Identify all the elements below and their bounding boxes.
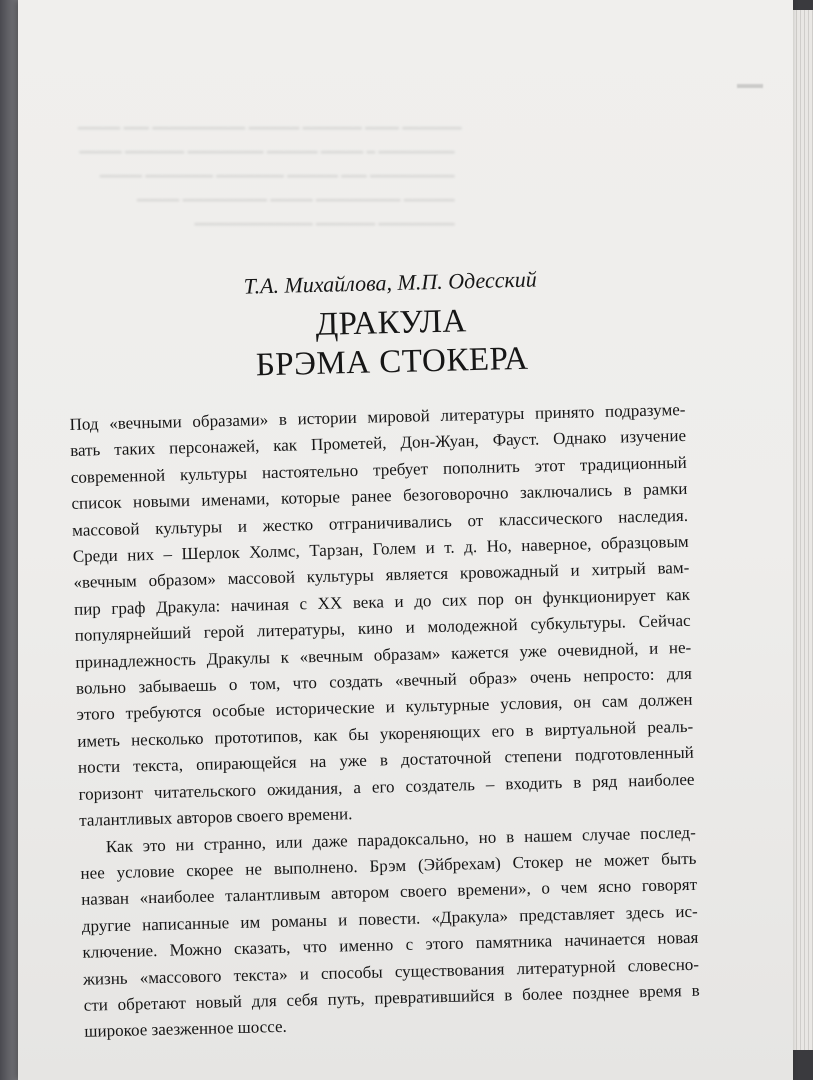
text-line: другие написанные им романы и повести. «Дракула» представляет здесь ис- — [81, 901, 698, 936]
show-through-text: ━━━━━━━ ━━━━ ━━━━━━━ ━━━━━━ ━━━━━━━━━━━ ━━━ ━━━━━ ━━━━━━━━━ ━ ━━━━━ ━━━━━━ ━━━━━━━━━ ━━━━━━━ ━━━━━ ━━━━━━━━━━ ━━━ ━━━━━━ ━━━━━━━━ ━━━━━━━━ ━━━━━ ━━━━━━ ━━━━━━━━━━ ━━━━━ ━━━━━━━━━━ ━━━━━ ━━━━━━━━━ ━━━━━━━ ━━━━━━━━━━━━━━ — [78, 122, 462, 233]
text-line: назван «наиболее талантливым автором своего времени», о чем ясно говорят — [80, 875, 698, 910]
text-line: Под «вечными образами» в истории мировой литературы принято подразуме- — [69, 399, 686, 434]
text-line: вать таких персонажей, как Прометей, Дон-Жуан, Фауст. Однако изучение — [69, 426, 687, 461]
text-line: популярнейший герой литературы, кино и молодежной субкультуры. Сейчас — [74, 611, 691, 646]
text-line: талантливых авторов своего времени. — [79, 804, 353, 830]
text-line: принадлежность Дракулы к «вечным образам» кажется уже очевидной, и не- — [75, 637, 692, 672]
text-line: иметь несколько прототипов, как бы укореняющих его в виртуальной реаль- — [77, 716, 694, 751]
text-line: ности текста, опирающейся на уже в достаточной степени подготовленный — [77, 743, 695, 778]
text-line: Как это ни странно, или даже парадоксально, но в нашем случае послед- — [105, 822, 696, 856]
title-line-1: ДРАКУЛА — [315, 303, 468, 343]
text-line: вольно забываешь о том, что создать «вечный образ» очень непросто: для — [75, 663, 693, 698]
text-line: широкое заезженное шоссе. — [84, 1017, 287, 1042]
show-through-page-number: ▬▬ — [737, 76, 763, 91]
text-line: этого требуются особые исторические и культурные условия, он сам должен — [76, 690, 693, 725]
text-line: современной культуры настоятельно требует пополнить этот традиционный — [70, 452, 687, 487]
text-line: сти обретают новый для себя путь, превратившийся в более позднее время в — [83, 980, 700, 1015]
book-page — [18, 0, 793, 1080]
paragraph-1 — [69, 397, 695, 834]
text-line: ключение. Можно сказать, что именно с этого памятника начинается новая — [82, 927, 699, 962]
article-title — [67, 297, 685, 390]
paragraph-2 — [80, 819, 701, 1045]
text-line: пир граф Дракула: начиная с XX века и до сих пор он функционирует как — [73, 584, 691, 619]
article-body — [69, 397, 700, 1046]
text-line: нее условие скорее не выполнено. Брэм (Эйбрехам) Стокер не может быть — [80, 848, 697, 883]
text-line: Среди них – Шерлок Холмс, Тарзан, Голем и т. д. Но, наверное, образцовым — [72, 531, 689, 566]
text-line: «вечным образом» массовой культуры является кровожадный и хитрый вам- — [73, 558, 690, 593]
text-line: жизнь «массового текста» и способы существования литературной словесно- — [82, 954, 700, 989]
authors-line: Т.А. Михайлова, М.П. Одесский — [243, 266, 538, 299]
article-block — [66, 263, 701, 1046]
text-line: список новыми именами, которые ранее безоговорочно заключались в рамки — [71, 479, 688, 514]
title-line-2: БРЭМА СТОКЕРА — [255, 340, 529, 384]
text-line: горизонт читательского ожидания, а его создатель – входить в ряд наиболее — [78, 769, 695, 804]
text-line: массовой культуры и жестко отграничивались от классического наследия. — [71, 505, 689, 540]
